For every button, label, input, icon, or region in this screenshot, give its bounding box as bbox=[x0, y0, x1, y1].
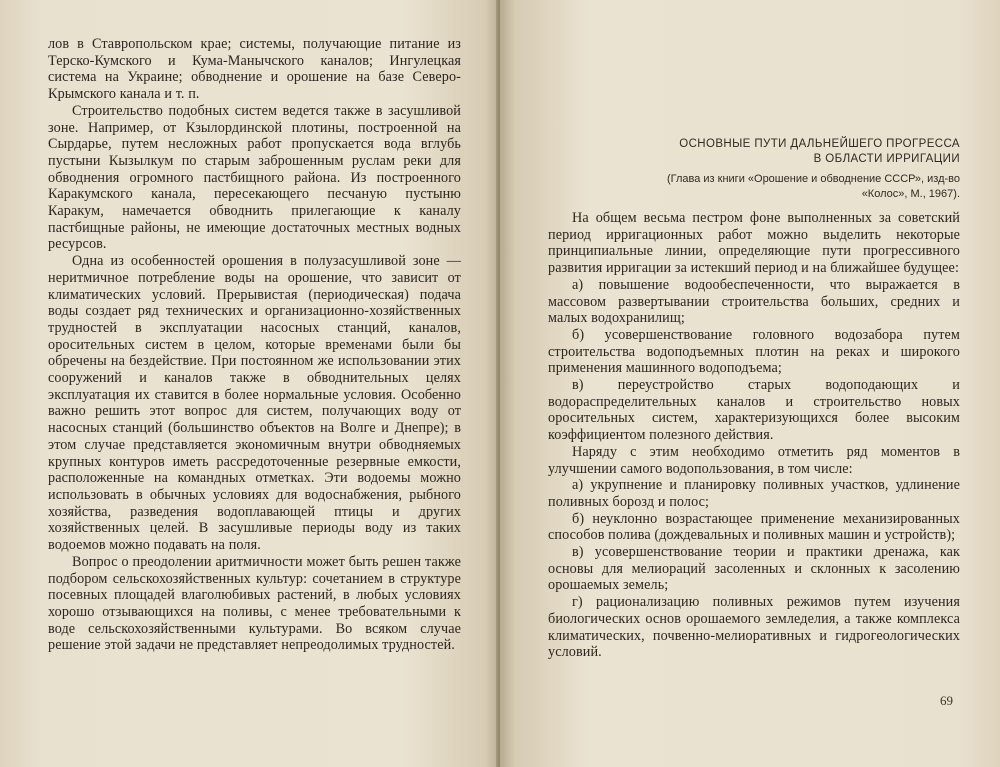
article-title bbox=[620, 137, 960, 167]
right-page bbox=[500, 0, 1000, 767]
list-item: в) переустройство старых водоподающих и водораспределительных каналов и строительство новых оросительных систем, характеризующихся более высоким коэффициентом полезного действия. bbox=[548, 377, 960, 444]
paragraph: Вопрос о преодолении аритмичности может быть решен также подбором сельскохозяйственных культур: сочетанием в структуре посевных площадей влаголюбивых растений, в любых условиях хорошо отзывающихся на поливы, с менее требовательными к воде сельскохозяйственными культурами. Во всяком случае решение этой задачи не представляет непреодолимых трудностей. bbox=[48, 553, 461, 654]
paragraph: На общем весьма пестром фоне выполненных за советский период ирригационных работ можно выделить некоторые принципиальные линии, определяющие пути прогрессивного развития ирригации за истекший период и на ближайшее будущее: bbox=[548, 210, 960, 277]
list-item: а) укрупнение и планировку поливных участков, удлинение поливных борозд и полос; bbox=[548, 477, 960, 510]
list-item: г) рационализацию поливных режимов путем изучения биологических основ орошаемого земледелия, а также комплекса климатических, почвенно-мелиоративных и гидрогеологических условий. bbox=[548, 594, 960, 661]
article-title-line: В ОБЛАСТИ ИРРИГАЦИИ bbox=[813, 153, 960, 165]
left-page-text bbox=[48, 36, 461, 654]
article-source-line: (Глава из книги «Орошение и обводнение СССР», изд-во bbox=[666, 173, 960, 185]
paragraph: Строительство подобных систем ведется также в засушливой зоне. Например, от Кзылординской плотины, построенной на Сырдарье, путем несложных работ пропускается вода вглубь пустыни Кызылкум по старым заброшенным руслам реки для обводнения огромного пастбищного района. Из построенного Каракумского канала, пересекающего песчаную пустыню Каракум, намечается обводнить прилегающие к каналу пастбищные районы, не имеющие достаточных местных водных ресурсов. bbox=[48, 102, 461, 253]
paragraph: лов в Ставропольском крае; системы, получающие питание из Терско-Кумского и Кума-Манычского каналов; Ингулецкая система на Украине; обводнение и орошение на базе Северо-Крымского канала и т. п. bbox=[48, 36, 461, 103]
article-source-line: «Колос», М., 1967). bbox=[861, 188, 960, 200]
paragraph: Наряду с этим необходимо отметить ряд моментов в улучшении самого водопользования, в том числе: bbox=[548, 443, 960, 477]
page-number: 69 bbox=[940, 693, 953, 708]
list-item: а) повышение водообеспеченности, что выражается в массовом развертывании строительства больших, средних и малых водохранилищ; bbox=[548, 276, 960, 327]
article-source bbox=[554, 172, 960, 202]
list-item: в) усовершенствование теории и практики дренажа, как основы для мелиораций засоленных и склонных к засолению орошаемых земель; bbox=[548, 544, 960, 594]
list-item: б) неуклонно возрастающее применение механизированных способов полива (дождевальных и поливных машин и устройств); bbox=[548, 510, 960, 544]
list-item: б) усовершенствование головного водозабора путем строительства водоподъемных плотин на реках и широкого применения машинного водоподъема; bbox=[548, 326, 960, 377]
paragraph: Одна из особенностей орошения в полузасушливой зоне — неритмичное потребление воды на орошение, что зависит от климатических условий. Прерывистая (периодическая) подача воды создает ряд технических и организационно-хозяйственных трудностей в эксплуатации насосных станций, каналов, оросительных систем в целом, которые временами были бы обречены на бездействие. При постоянном же использовании этих сооружений и каналов также в обводнительных целях эксплуатация их ставится в более нормальные условия. Особенно важно решить этот вопрос для систем, получающих воду от насосных станций (большинство объектов на Волге и Днепре); в этом случае представляется экономичным внутри обводняемых крупных контуров иметь рассредоточенные резервные емкости, расположенные на командных отметках. Эти водоемы можно использовать в обычных условиях для водоснабжения, рыбного хозяйства, разведения водоплавающей птицы и других хозяйственных целей. В засушливые периоды воду из таких водоемов можно подавать на поля. bbox=[48, 253, 461, 554]
right-page-text bbox=[548, 210, 960, 661]
article-title-line: ОСНОВНЫЕ ПУТИ ДАЛЬНЕЙШЕГО ПРОГРЕССА bbox=[679, 138, 960, 150]
